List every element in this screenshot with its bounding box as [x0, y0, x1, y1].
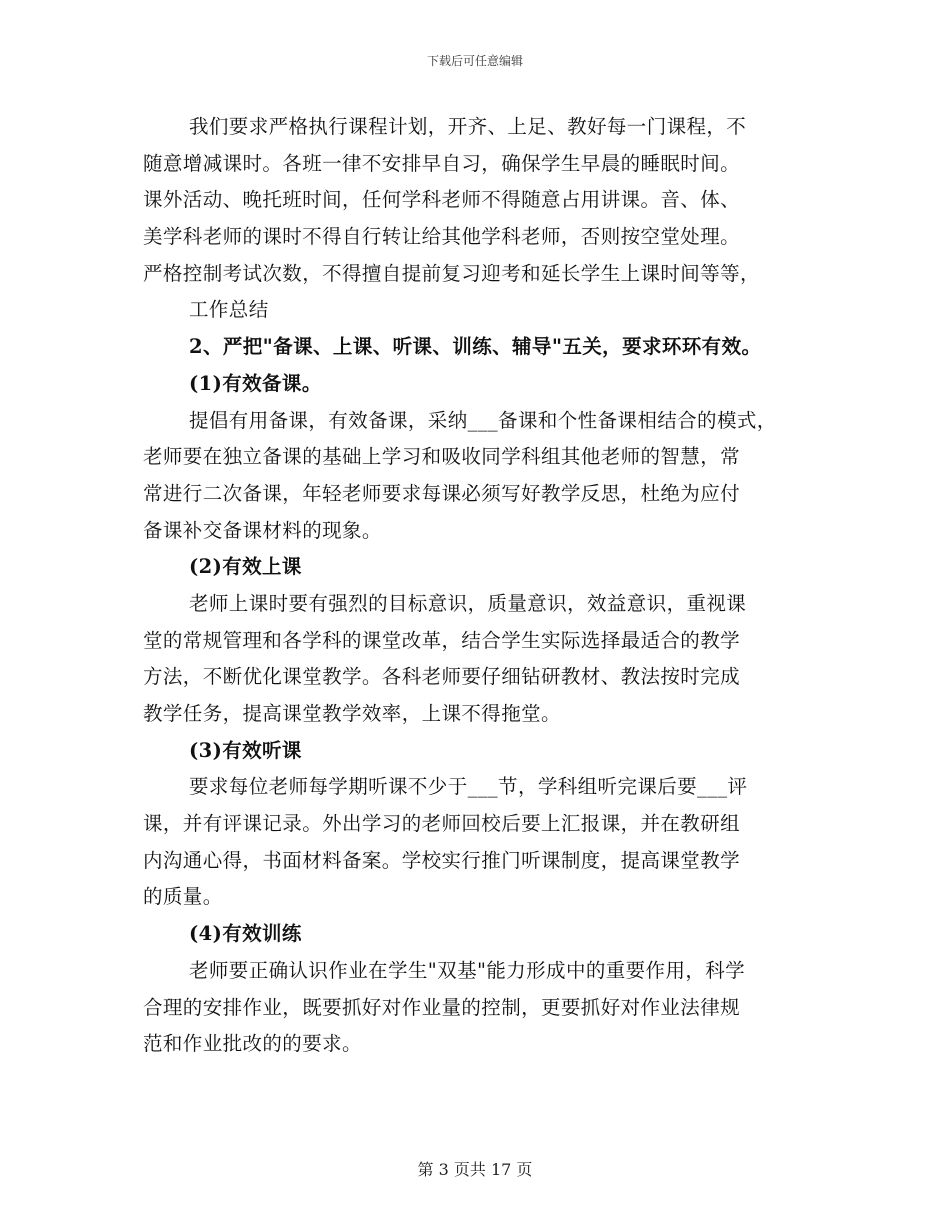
text-line: 美学科老师的课时不得自行转让给其他学科老师，否则按空堂处理。 — [143, 225, 741, 249]
section-heading: (2)有效上课 — [189, 555, 302, 579]
section-heading: (4)有效训练 — [189, 922, 302, 946]
text-line: 备课补交备课材料的现象。 — [143, 518, 382, 542]
section-heading: (1)有效备课。 — [189, 371, 322, 395]
text-line: 随意增减课时。各班一律不安排早自习，确保学生早晨的睡眠时间。 — [143, 151, 741, 175]
text-line: 课外活动、晚托班时间，任何学科老师不得随意占用讲课。音、体、 — [143, 188, 741, 212]
text-line: 要求每位老师每学期听课不少于___节，学科组听完课后要___评 — [189, 775, 748, 799]
text-line: 工作总结 — [189, 298, 269, 322]
text-line: 提倡有用备课，有效备课，采纳___备课和个性备课相结合的模式， — [189, 408, 777, 432]
text-line: 常进行二次备课，年轻老师要求每课必须写好教学反思，杜绝为应付 — [143, 481, 741, 505]
page-number: 第 3 页共 17 页 — [417, 1160, 533, 1179]
text-line: 老师要正确认识作业在学生"双基"能力形成中的重要作用，科学 — [189, 958, 746, 982]
document-body — [143, 109, 823, 1063]
text-line: 我们要求严格执行课程计划，开齐、上足、教好每一门课程，不 — [189, 115, 747, 138]
text-line: 老师上课时要有强烈的目标意识，质量意识，效益意识，重视课 — [189, 591, 747, 615]
section-heading: (3)有效听课 — [189, 738, 302, 762]
text-line: 堂的常规管理和各学科的课堂改革，结合学生实际选择最适合的教学 — [143, 628, 741, 652]
text-line: 内沟通心得，书面材料备案。学校实行推门听课制度，提高课堂教学 — [143, 848, 741, 872]
text-line: 方法，不断优化课堂教学。各科老师要仔细钻研教材、教法按时完成 — [143, 665, 741, 689]
text-line: 的质量。 — [143, 885, 223, 909]
text-line: 合理的安排作业，既要抓好对作业量的控制，更要抓好对作业法律规 — [143, 995, 741, 1019]
text-line: 课，并有评课记录。外出学习的老师回校后要上汇报课，并在教研组 — [143, 812, 741, 836]
text-line: 老师要在独立备课的基础上学习和吸收同学科组其他老师的智慧，常 — [143, 445, 741, 469]
text-line: 严格控制考试次数，不得擅自提前复习迎考和延长学生上课时间等等， — [143, 261, 760, 285]
page-header: 下载后可任意编辑 — [426, 54, 523, 68]
text-line: 范和作业批改的的要求。 — [143, 1032, 362, 1056]
section-heading: 2、严把"备课、上课、听课、训练、辅导"五关，要求环环有效。 — [189, 335, 762, 359]
text-line: 教学任务，提高课堂教学效率，上课不得拖堂。 — [143, 702, 561, 725]
